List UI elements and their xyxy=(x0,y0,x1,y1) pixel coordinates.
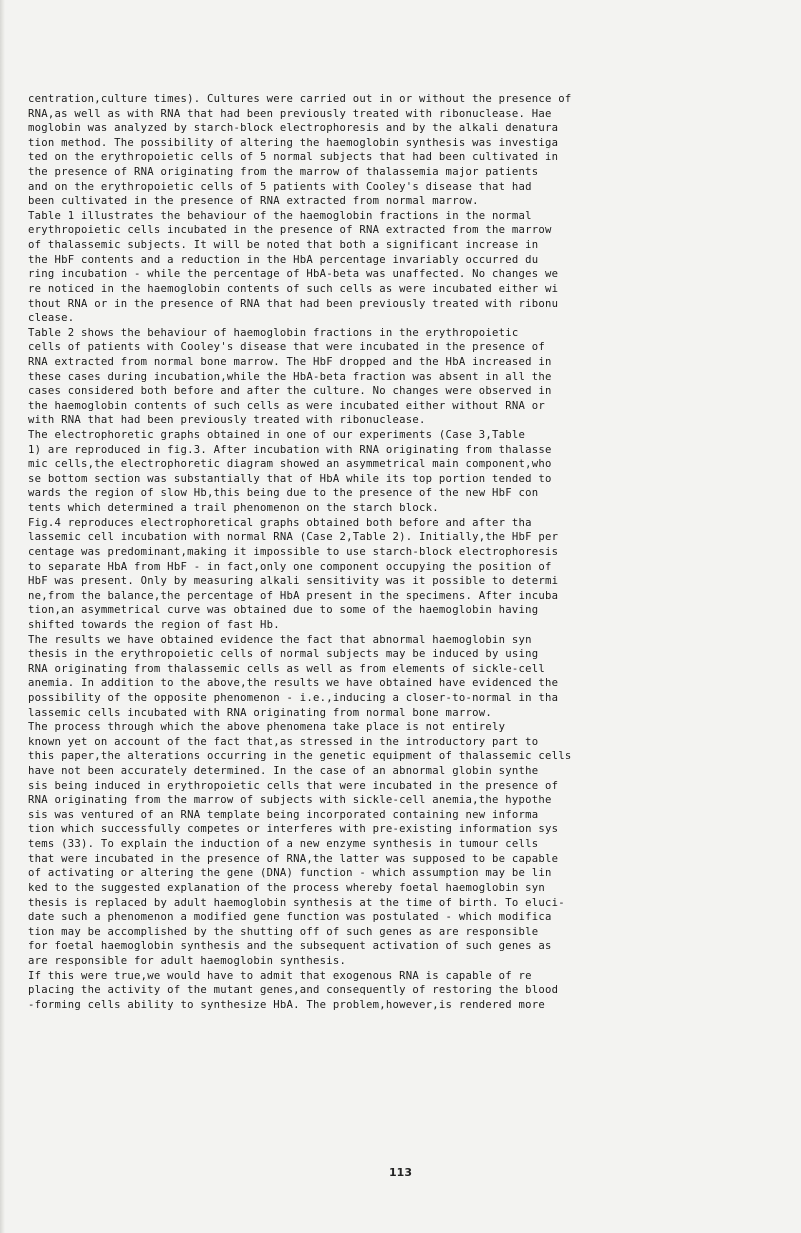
text-line: date such a phenomenon a modified gene function was postulated - which modifica xyxy=(28,911,552,924)
text-line: to separate HbA from HbF - in fact,only one component occupying the position of xyxy=(28,560,552,573)
text-line: sis being induced in erythropoietic cells that were incubated in the presence of xyxy=(28,779,559,792)
page-edge-shadow xyxy=(0,0,5,1233)
text-line: shifted towards the region of fast Hb. xyxy=(28,618,280,631)
text-line: ked to the suggested explanation of the process whereby foetal haemoglobin syn xyxy=(28,881,545,894)
text-line: are responsible for adult haemoglobin synthesis. xyxy=(28,954,347,967)
text-line: Table 1 illustrates the behaviour of the haemoglobin fractions in the normal xyxy=(28,209,532,222)
page-number: 113 xyxy=(389,1166,412,1179)
text-line: possibility of the opposite phenomenon - i.e.,inducing a closer-to-normal in tha xyxy=(28,691,559,704)
text-line: that were incubated in the presence of RNA,the latter was supposed to be capable xyxy=(28,852,559,865)
text-line: erythropoietic cells incubated in the presence of RNA extracted from the marrow xyxy=(28,224,552,237)
text-line: this paper,the alterations occurring in the genetic equipment of thalassemic cells xyxy=(28,750,572,763)
text-line: RNA originating from thalassemic cells as well as from elements of sickle-cell xyxy=(28,662,545,675)
text-line: -forming cells ability to synthesize HbA. The problem,however,is rendered more xyxy=(28,998,545,1011)
text-line: clease. xyxy=(28,312,75,325)
text-line: moglobin was analyzed by starch-block electrophoresis and by the alkali denatura xyxy=(28,122,559,135)
text-line: thesis is replaced by adult haemoglobin synthesis at the time of birth. To eluci- xyxy=(28,896,565,909)
text-line: RNA,as well as with RNA that had been previously treated with ribonuclease. Hae xyxy=(28,107,552,120)
text-line: The results we have obtained evidence the fact that abnormal haemoglobin syn xyxy=(28,633,532,646)
text-line: ne,from the balance,the percentage of HbA present in the specimens. After incuba xyxy=(28,589,559,602)
text-line: RNA extracted from normal bone marrow. The HbF dropped and the HbA increased in xyxy=(28,355,552,368)
text-line: Fig.4 reproduces electrophoretical graphs obtained both before and after tha xyxy=(28,516,532,529)
text-line: lassemic cells incubated with RNA originating from normal bone marrow. xyxy=(28,706,492,719)
text-line: RNA originating from the marrow of subjects with sickle-cell anemia,the hypothe xyxy=(28,794,552,807)
text-line: have not been accurately determined. In the case of an abnormal globin synthe xyxy=(28,765,539,778)
text-line: with RNA that had been previously treated with ribonuclease. xyxy=(28,414,426,427)
text-line: the presence of RNA originating from the marrow of thalassemia major patients xyxy=(28,166,539,179)
text-line: of activating or altering the gene (DNA) function - which assumption may be lin xyxy=(28,867,552,880)
text-line: for foetal haemoglobin synthesis and the subsequent activation of such genes as xyxy=(28,940,552,953)
text-line: 1) are reproduced in fig.3. After incubation with RNA originating from thalasse xyxy=(28,443,552,456)
text-line: the haemoglobin contents of such cells as were incubated either without RNA or xyxy=(28,399,545,412)
text-line: se bottom section was substantially that of HbA while its top portion tended to xyxy=(28,472,552,485)
text-line: tion which successfully competes or interferes with pre-existing information sys xyxy=(28,823,559,836)
text-line: If this were true,we would have to admit that exogenous RNA is capable of re xyxy=(28,969,532,982)
text-line: tion method. The possibility of altering the haemoglobin synthesis was investiga xyxy=(28,136,559,149)
text-line: tion may be accomplished by the shutting off of such genes as are responsible xyxy=(28,925,539,938)
text-line: tems (33). To explain the induction of a new enzyme synthesis in tumour cells xyxy=(28,838,539,851)
text-line: tents which determined a trail phenomenon on the starch block. xyxy=(28,502,439,515)
text-line: The process through which the above phenomena take place is not entirely xyxy=(28,721,506,734)
text-line: centration,culture times). Cultures were carried out in or without the presence of xyxy=(28,93,572,105)
text-line: ring incubation - while the percentage of HbA-beta was unaffected. No changes we xyxy=(28,268,559,281)
text-line: thesis in the erythropoietic cells of normal subjects may be induced by using xyxy=(28,648,539,661)
text-line: re noticed in the haemoglobin contents of such cells as were incubated either wi xyxy=(28,282,559,295)
text-line: been cultivated in the presence of RNA extracted from normal marrow. xyxy=(28,195,479,208)
text-line: Table 2 shows the behaviour of haemoglobin fractions in the erythropoietic xyxy=(28,326,519,339)
text-line: ted on the erythropoietic cells of 5 normal subjects that had been cultivated in xyxy=(28,151,559,164)
text-line: the HbF contents and a reduction in the HbA percentage invariably occurred du xyxy=(28,253,539,266)
text-line: thout RNA or in the presence of RNA that had been previously treated with ribonu xyxy=(28,297,559,310)
text-line: of thalassemic subjects. It will be noted that both a significant increase in xyxy=(28,239,539,252)
text-line: placing the activity of the mutant genes,and consequently of restoring the blood xyxy=(28,984,559,997)
text-line: these cases during incubation,while the HbA-beta fraction was absent in all the xyxy=(28,370,552,383)
text-line: sis was ventured of an RNA template being incorporated containing new informa xyxy=(28,808,539,821)
text-line: lassemic cell incubation with normal RNA (Case 2,Table 2). Initially,the HbF per xyxy=(28,531,559,544)
text-line: mic cells,the electrophoretic diagram showed an asymmetrical main component,who xyxy=(28,458,552,471)
body-text xyxy=(28,92,788,1012)
text-line: HbF was present. Only by measuring alkali sensitivity was it possible to determi xyxy=(28,575,559,588)
text-line: and on the erythropoietic cells of 5 patients with Cooley's disease that had xyxy=(28,180,532,193)
text-line: centage was predominant,making it impossible to use starch-block electrophoresis xyxy=(28,545,559,558)
text-line: cells of patients with Cooley's disease that were incubated in the presence of xyxy=(28,341,545,354)
text-line: anemia. In addition to the above,the results we have obtained have evidenced the xyxy=(28,677,559,690)
text-line: cases considered both before and after the culture. No changes were observed in xyxy=(28,385,552,398)
text-line: tion,an asymmetrical curve was obtained due to some of the haemoglobin having xyxy=(28,604,539,617)
text-line: known yet on account of the fact that,as stressed in the introductory part to xyxy=(28,735,539,748)
text-line: wards the region of slow Hb,this being due to the presence of the new HbF con xyxy=(28,487,539,500)
text-line: The electrophoretic graphs obtained in one of our experiments (Case 3,Table xyxy=(28,429,526,442)
